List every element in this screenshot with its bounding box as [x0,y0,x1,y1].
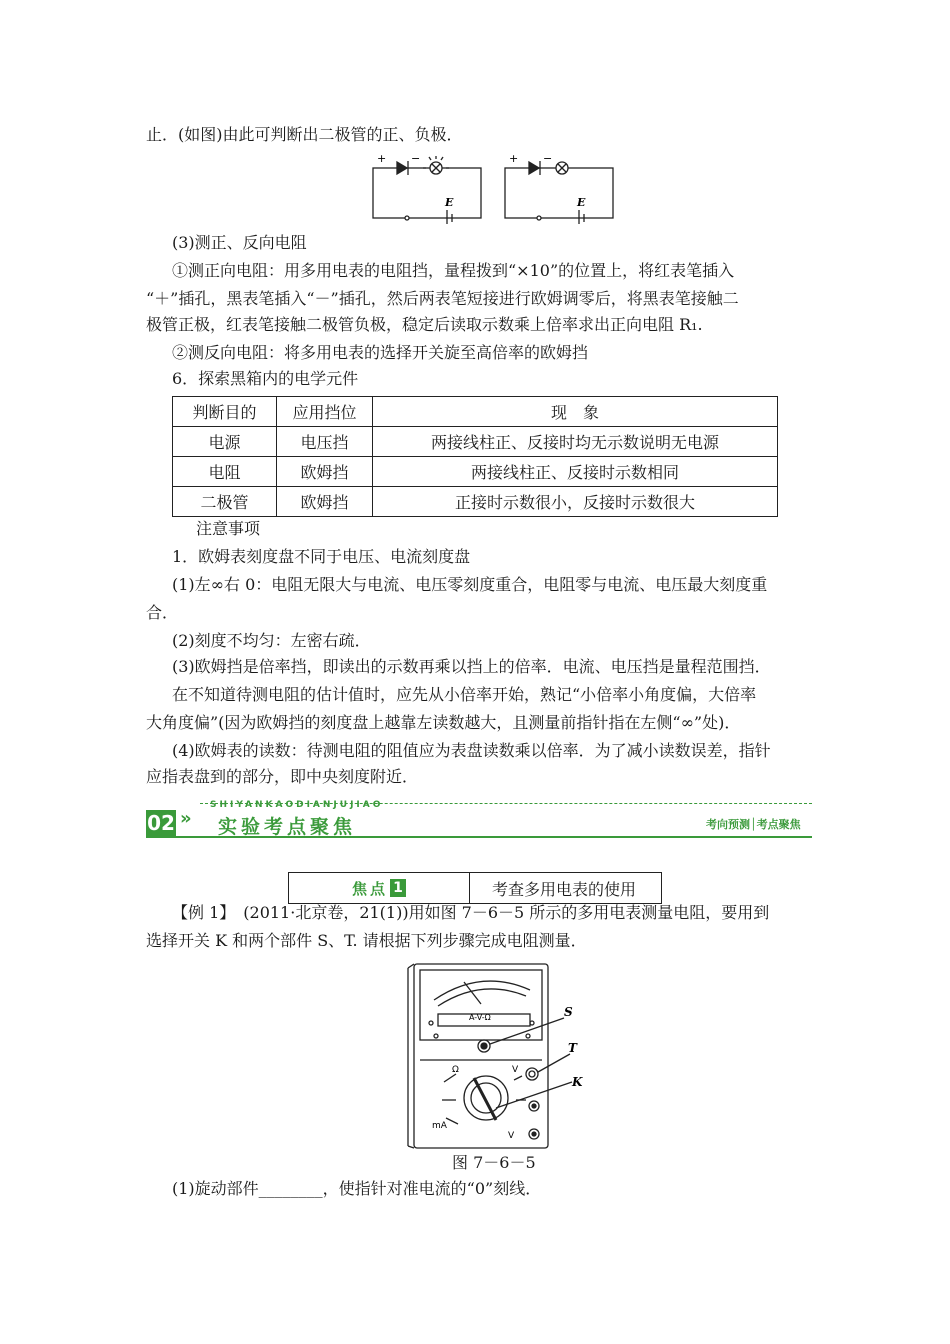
multimeter-figure [404,960,594,1152]
black-box-table [172,396,778,517]
battery-label: E [445,196,454,209]
table-header-row [173,397,778,427]
section-tags: 考向预测│考点聚焦 [706,818,801,831]
ohm-label: Ω [452,1065,459,1075]
table-cell: 电阻 [173,457,277,487]
label-s: S [564,1005,573,1019]
focus-text: 考查多用电表的使用 [492,879,637,899]
text-line: 【例 1】 (2011·北京卷，21(1))用如图 7－6－5 所示的多用电表测量电阻，要用到 [172,903,770,922]
table-cell: 电源 [173,427,277,457]
section-heading: 注意事项 [196,519,261,538]
focus-label-cell [289,873,470,903]
focus-number: 1 [390,879,406,897]
table-row [173,427,778,457]
table-cell: 二极管 [173,487,277,517]
minus-sign: − [543,152,553,165]
plus-sign: + [377,152,387,165]
table-row [173,487,778,517]
text-line: 1．欧姆表刻度盘不同于电压、电流刻度盘 [172,547,471,566]
text-line: (2)刻度不均匀：左密右疏． [172,631,371,650]
minus-sign: − [411,152,421,165]
label-k: K [572,1075,583,1089]
figure-caption: 图 7－6－5 [452,1153,536,1172]
table-cell: 两接线柱正、反接时示数相同 [373,457,778,487]
plus-sign: + [509,152,519,165]
chevron-icon: » [180,808,192,829]
table-cell: 正接时示数很小，反接时示数很大 [373,487,778,517]
text-line: 在不知道待测电阻的估计值时，应先从小倍率开始，熟记“小倍率小角度偏，大倍率 [172,685,757,704]
text-line: (1)左∞右 0：电阻无限大与电流、电压零刻度重合，电阻零与电流、电压最大刻度重 [172,575,768,594]
diode-circuit-figure [365,148,655,224]
section-title: 实验考点聚焦 [218,816,357,838]
text-line: 应指表盘到的部分，即中央刻度附近． [146,767,419,786]
table-header: 应用挡位 [277,397,373,427]
volt-label: V [512,1065,519,1075]
label-t: T [568,1041,577,1055]
table-header: 现 象 [373,397,778,427]
text-line: (3)测正、反向电阻 [172,233,307,252]
text-line: “＋”插孔，黑表笔插入“－”插孔，然后两表笔短接进行欧姆调零后，将黑表笔接触二 [146,289,739,308]
battery-label: E [577,196,586,209]
dial-label: A-V-Ω [469,1013,491,1022]
section-pinyin: SHIYANKAODIANJUJIAO [210,800,384,810]
text-line: ①测正向电阻：用多用电表的电阻挡，量程拨到“×10”的位置上，将红表笔插入 [172,261,735,280]
circuit-right [505,161,613,224]
text-line: 大角度偏”(因为欧姆挡的刻度盘上越靠左读数越大，且测量前指针指在左侧“∞”处)． [146,713,741,732]
table-cell: 两接线柱正、反接时均无示数说明无电源 [373,427,778,457]
text-line: 极管正极，红表笔接触二极管负极，稳定后读取示数乘上倍率求出正向电阻 R₁. [146,315,703,334]
text-line: (3)欧姆挡是倍率挡，即读出的示数再乘以挡上的倍率．电流、电压挡是量程范围挡． [172,657,771,676]
table-cell: 欧姆挡 [277,457,373,487]
table-header: 判断目的 [173,397,277,427]
text-line: 选择开关 K 和两个部件 S、T. 请根据下列步骤完成电阻测量． [146,931,587,950]
circuit-left [373,156,481,224]
section-number: 02 [147,811,175,835]
volt-label-bottom: V [508,1131,515,1141]
table-row [173,457,778,487]
table-cell: 电压挡 [277,427,373,457]
focus-label: 焦点 [351,879,388,898]
table-cell: 欧姆挡 [277,487,373,517]
ma-label: mA [432,1121,447,1131]
question-line: (1)旋动部件________，使指针对准电流的“0”刻线． [172,1179,542,1198]
focus-box [288,872,662,904]
text-line: (4)欧姆表的读数：待测电阻的阻值应为表盘读数乘以倍率．为了减小读数误差，指针 [172,741,771,760]
text-line: ②测反向电阻：将多用电表的选择开关旋至高倍率的欧姆挡 [172,343,589,362]
text-line: 合． [146,603,179,622]
text-line: 6．探索黑箱内的电学元件 [172,369,359,388]
text-line: 止．(如图)由此可判断出二极管的正、负极． [146,125,463,144]
